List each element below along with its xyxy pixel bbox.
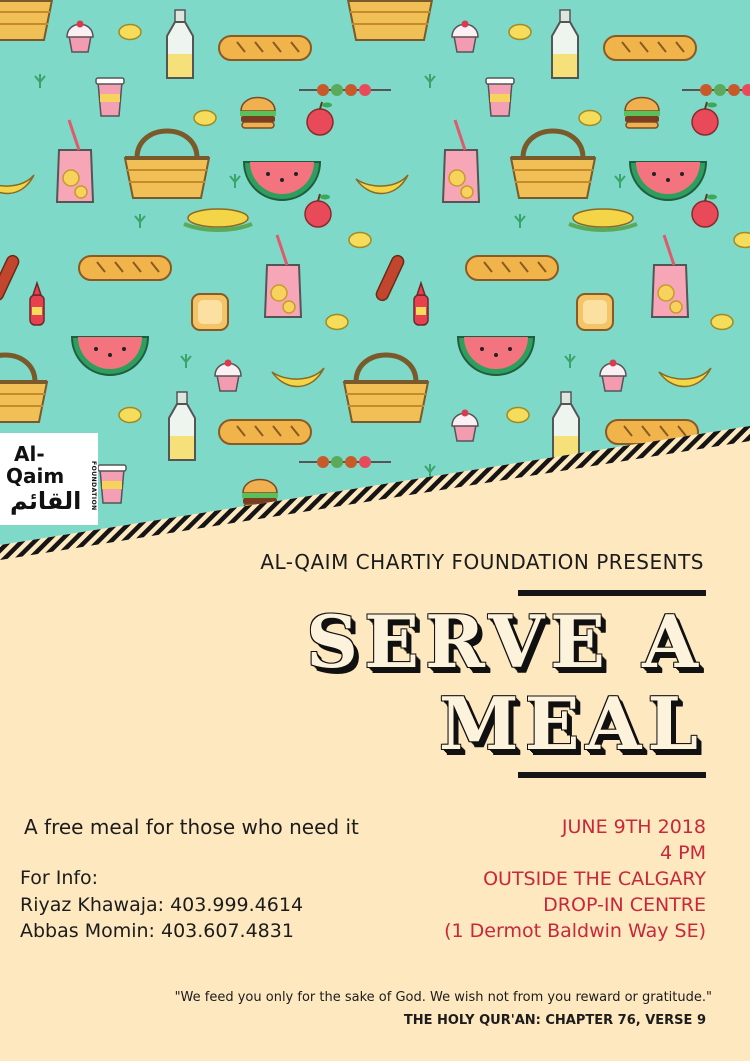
event-address: (1 Dermot Baldwin Way SE) bbox=[444, 920, 706, 942]
headline-line1: SERVE A bbox=[306, 599, 704, 684]
cup-icon bbox=[486, 78, 514, 116]
corn-icon bbox=[569, 209, 637, 230]
headline-rule-top bbox=[518, 590, 706, 596]
lemon-icon bbox=[711, 315, 733, 330]
cup-icon bbox=[96, 78, 124, 116]
presenter-line: AL-QAIM CHARTIY FOUNDATION PRESENTS bbox=[260, 550, 704, 574]
contact-person-2: Abbas Momin: 403.607.4831 bbox=[20, 920, 294, 942]
baguette-icon bbox=[79, 256, 171, 280]
quote-citation: THE HOLY QUR'AN: CHAPTER 76, VERSE 9 bbox=[403, 1013, 706, 1028]
lemon-icon bbox=[579, 111, 601, 126]
lemon-icon bbox=[119, 408, 141, 423]
contact-label: For Info: bbox=[20, 867, 99, 889]
logo-line1: Al- bbox=[14, 442, 45, 466]
foundation-logo bbox=[0, 433, 98, 525]
contact-person-1: Riyaz Khawaja: 403.999.4614 bbox=[20, 894, 304, 916]
lemon-icon bbox=[734, 233, 750, 248]
quote-text: "We feed you only for the sake of God. We wish not from you reward or gratitude." bbox=[174, 990, 712, 1005]
baguette-icon bbox=[604, 36, 696, 60]
lemon-icon bbox=[326, 315, 348, 330]
headline-line2: MEAL bbox=[438, 681, 704, 766]
corn-icon bbox=[184, 209, 252, 230]
baguette-icon bbox=[219, 36, 311, 60]
baguette-icon bbox=[219, 420, 311, 444]
logo-arabic: القائم bbox=[10, 487, 82, 515]
baguette-icon bbox=[466, 256, 558, 280]
event-date: JUNE 9TH 2018 bbox=[561, 816, 706, 838]
lemon-icon bbox=[119, 25, 141, 40]
burger-icon bbox=[624, 98, 660, 129]
lemon-icon bbox=[194, 111, 216, 126]
picnic-basket-icon bbox=[348, 0, 432, 40]
lemon-icon bbox=[507, 408, 529, 423]
logo-line2: Qaim bbox=[6, 464, 65, 488]
toast-icon bbox=[192, 294, 228, 330]
event-venue-line2: DROP-IN CENTRE bbox=[543, 894, 706, 916]
tagline: A free meal for those who need it bbox=[24, 815, 359, 839]
lemon-icon bbox=[349, 233, 371, 248]
cup-icon bbox=[98, 465, 126, 503]
event-time: 4 PM bbox=[660, 842, 706, 864]
headline-rule-bottom bbox=[518, 772, 706, 778]
toast-icon bbox=[577, 294, 613, 330]
event-venue-line1: OUTSIDE THE CALGARY bbox=[483, 868, 706, 890]
lemon-icon bbox=[509, 25, 531, 40]
burger-icon bbox=[240, 98, 276, 129]
logo-side-text: FOUNDATION bbox=[90, 461, 97, 511]
picnic-basket-icon bbox=[0, 0, 52, 40]
